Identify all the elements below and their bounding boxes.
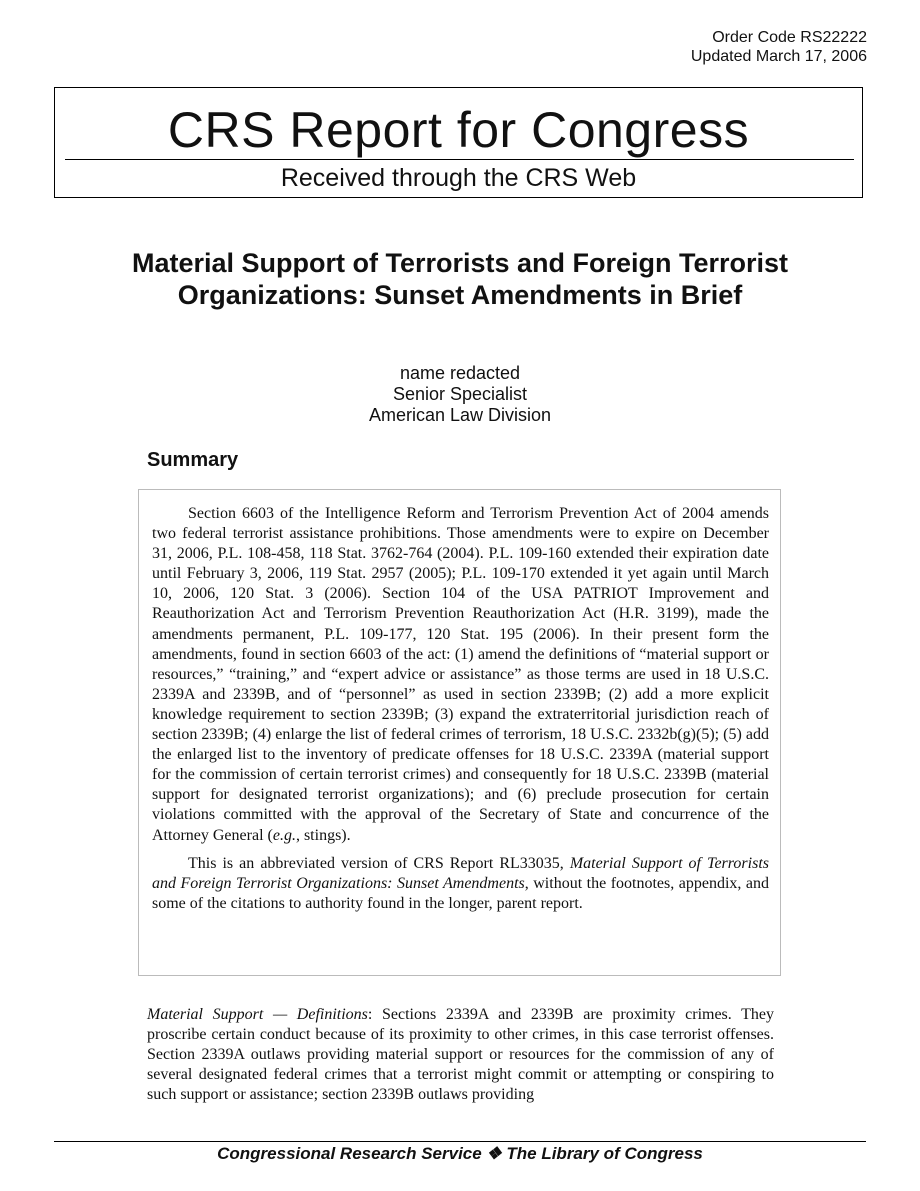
author-division: American Law Division (368, 405, 552, 425)
updated-date: Updated March 17, 2006 (690, 48, 867, 65)
author-position: Senior Specialist (392, 384, 528, 404)
received-line: Received through the CRS Web (280, 164, 637, 192)
summary-paragraph-1: Section 6603 of the Intelligence Reform and Terrorism Prevention Act of 2004 amends two federal terrorist assistance prohibitions. Those amendments were to expire on December 31, 2006, P.L. 108-458, 118 Stat. 3762-764 (2004). P.L. 109-160 extended their expiration date until February 3, 2006, 119 Stat. 2957 (2005); P.L. 109-170 extended it yet again until March 10, 2006, 120 Stat. 3 (2006). Section 104 of the USA PATRIOT Improvement and Reauthorization Act and Terrorism Prevention Reauthorization Act (H.R. 3199), made the amendments permanent, P.L. 109-177, 120 Stat. 195 (2006). In their present form the amendments, found in section 6603 of the act: (1) amend the definitions of “material support or resources,” “training,” and “expert advice or assistance” as those terms are used in 18 U.S.C. 2339A and 2339B, and of “personnel” as used in section 2339B; (2) add a more explicit knowledge requirement to section 2339B; (3) expand the extraterritorial jurisdiction reach of section 2339B; (4) enlarge the list of federal crimes of terrorism, 18 U.S.C. 2332b(g)(5); (5) add the enlarged list to the inventory of predicate offenses for 18 U.S.C. 2339A (material support for the commission of certain terrorist crimes) and consequently for 18 U.S.C. 2339B (material support for designated terrorist organizations); and (6) preclude prosecution for certain violations committed with the approval of the Secretary of State and concurrence of the Attorney General (e.g., stings). (152, 505, 769, 844)
page-footer: Congressional Research Service ❖ The Library of Congress (217, 1144, 703, 1163)
document-title: Material Support of Terrorists and Foreign Terrorist Organizations: Sunset Amendments in Brief (131, 248, 789, 310)
footer-divider (54, 1141, 866, 1142)
summary-paragraph-2: This is an abbreviated version of CRS Report RL33035, Material Support of Terrorists and Foreign Terrorist Organizations: Sunset Amendments, without the footnotes, appendix, and some of the citations to authority found in the longer, parent report. (152, 854, 770, 912)
report-title: CRS Report for Congress (167, 102, 750, 158)
summary-box (138, 489, 781, 976)
header-divider (65, 159, 854, 160)
order-info (691, 28, 867, 66)
section-lead: Material Support — Definitions (147, 1006, 368, 1023)
order-code: Order Code RS22222 (712, 29, 867, 46)
author-name: name redacted (399, 363, 521, 383)
summary-heading: Summary (147, 449, 239, 471)
author-block (0, 363, 920, 426)
body-paragraph: Material Support — Definitions: Sections 2339A and 2339B are proximity crimes. They proscribe certain conduct because of its proximity to other crimes, in this case terrorist offenses. Section 2339A outlaws providing material support or resources for the commission of any of several designated federal crimes that a terrorist might commit or attempting or conspiring to such support or assistance; section 2339B outlaws providing (147, 1006, 775, 1104)
report-header-box (54, 87, 863, 198)
